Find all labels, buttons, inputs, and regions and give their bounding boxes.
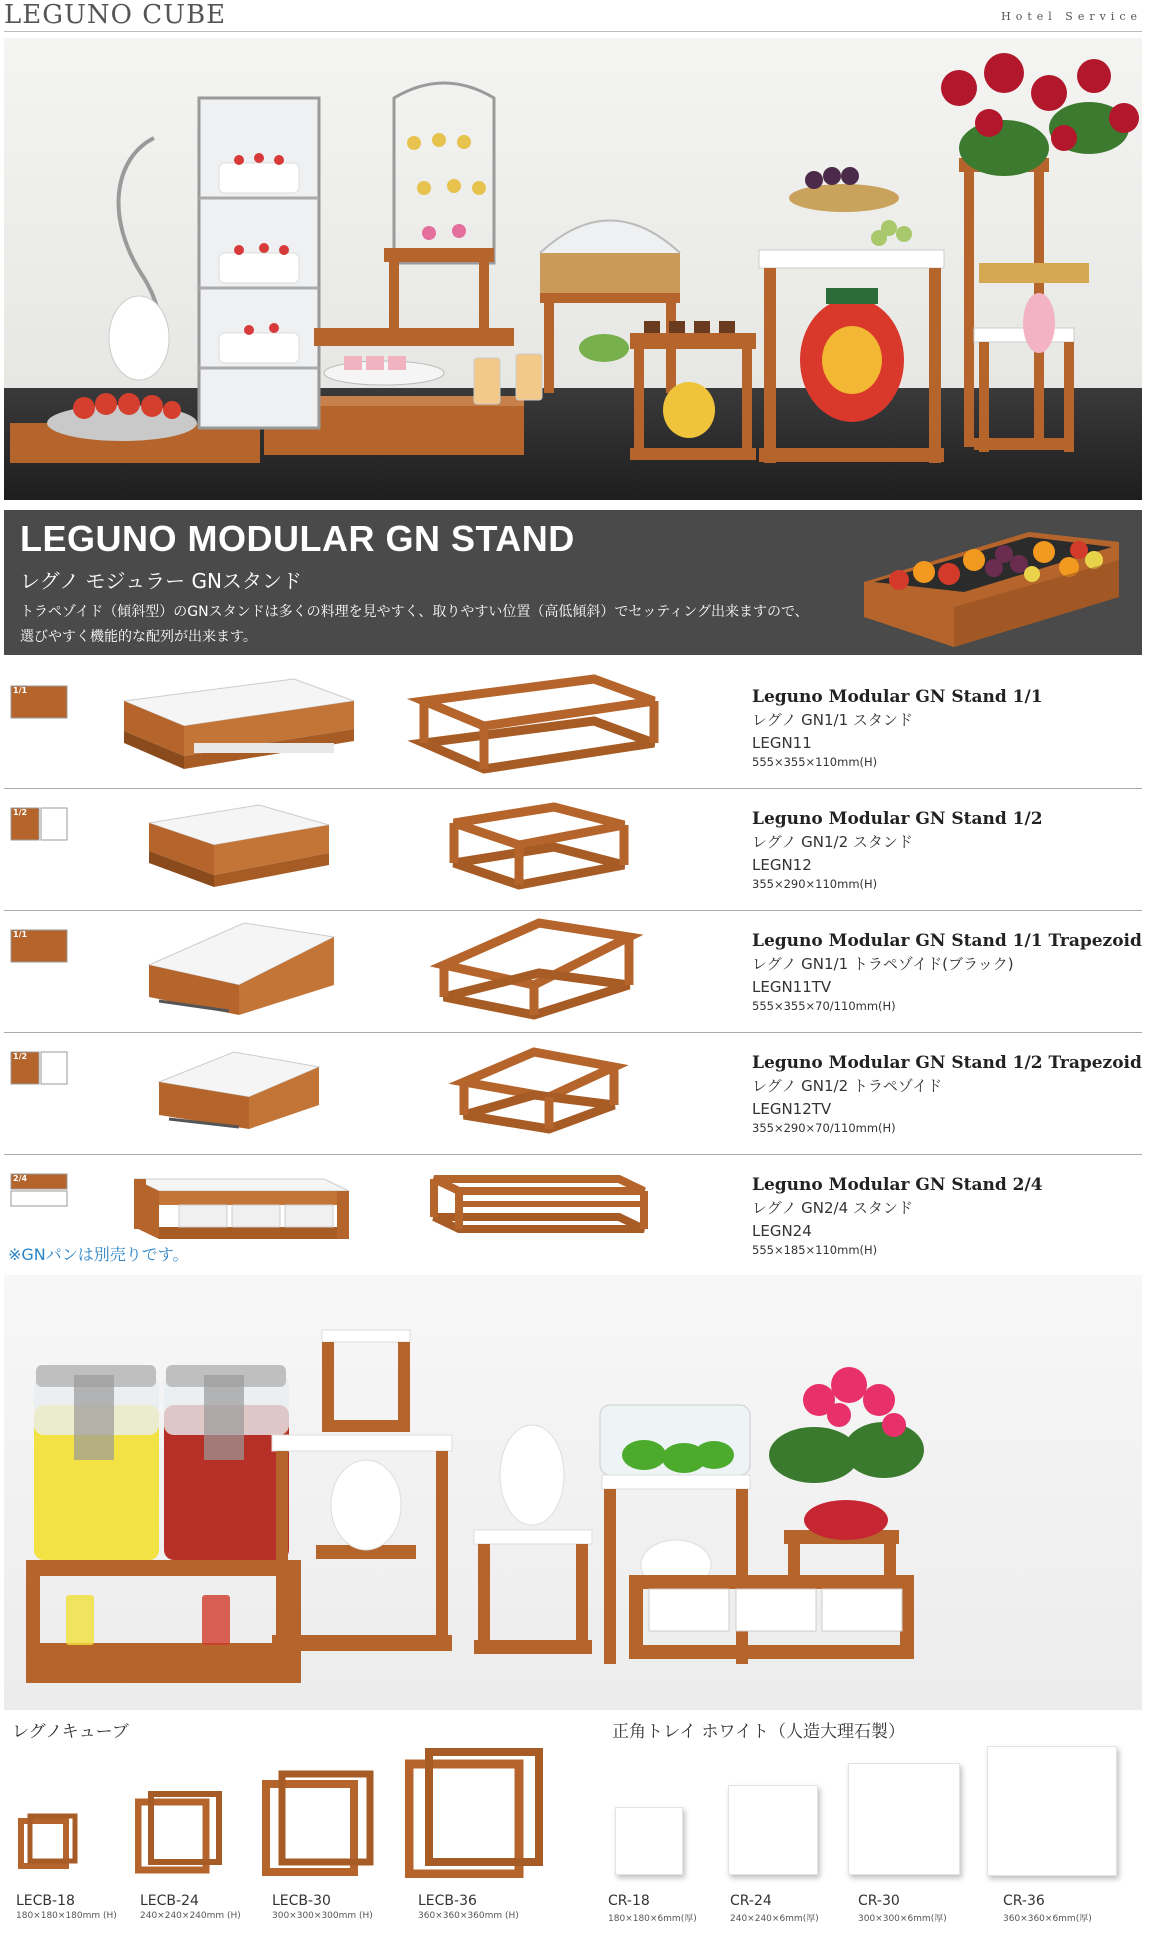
cube-lecb-18-image [18, 1813, 78, 1873]
gn-pan-sold-separately-note: ※GNパンは別売りです。 [8, 1245, 189, 1264]
tray-cr-36-image [987, 1746, 1117, 1876]
hero-photo [4, 38, 1142, 500]
product-name: Leguno Modular GN Stand 1/2 [752, 809, 1043, 829]
product-code: LEGN11TV [752, 978, 832, 996]
tray-size: 240×240×6mm(厚) [730, 1914, 819, 1924]
stand-frame-image [404, 793, 664, 903]
cube-size: 180×180×180mm (H) [16, 1911, 117, 1921]
brand-tagline: Hotel Service [1001, 10, 1142, 23]
banner-fruit-tray-image [854, 512, 1129, 652]
display-scene-photo [4, 1275, 1142, 1710]
tray-code: CR-36 [1003, 1893, 1045, 1909]
product-name-jp: レグノ GN1/1 スタンド [752, 711, 913, 729]
product-name: Leguno Modular GN Stand 2/4 [752, 1175, 1043, 1195]
cube-image [135, 1790, 225, 1875]
banner-title: LEGUNO MODULAR GN STAND [20, 518, 575, 559]
gn-size-badge: 1/2 [10, 807, 68, 845]
product-size: 355×290×70/110mm(H) [752, 1121, 896, 1135]
tray-code: CR-18 [608, 1893, 650, 1909]
product-row-legn12tv [4, 1033, 1142, 1155]
cube-size: 360×360×360mm (H) [418, 1911, 519, 1921]
banner-subtitle: レグノ モジュラー GNスタンド [20, 569, 302, 593]
product-name: Leguno Modular GN Stand 1/2 Trapezoid [752, 1053, 1142, 1073]
stand-frame-image [404, 1159, 664, 1269]
trays-section-title: 正角トレイ ホワイト（人造大理石製） [612, 1722, 906, 1742]
stand-frame-image [404, 915, 664, 1025]
gn-size-badge: 1/1 [10, 929, 68, 967]
product-size: 355×290×110mm(H) [752, 877, 878, 891]
stand-with-pan-image [104, 671, 364, 781]
product-name: Leguno Modular GN Stand 1/1 [752, 687, 1043, 707]
product-banner [4, 510, 1142, 655]
top-bar [4, 0, 1142, 32]
tray-size: 300×300×6mm(厚) [858, 1914, 947, 1924]
banner-description: トラペゾイド（傾斜型）のGNスタンドは多くの料理を見やすく、取りやすい位置（高低傾斜）でセッティング出来ますので、選びやすく機能的な配列が出来ます。 [20, 604, 809, 645]
product-name-jp: レグノ GN1/2 トラペゾイド [752, 1077, 943, 1095]
tray-cr-24-image [728, 1785, 818, 1875]
product-row-legn11tv [4, 911, 1142, 1033]
stand-with-pan-image [104, 1037, 364, 1147]
product-name-jp: レグノ GN1/2 スタンド [752, 833, 913, 851]
tray-cr-30-image [848, 1763, 960, 1875]
tray-code: CR-30 [858, 1893, 900, 1909]
product-info [752, 931, 1142, 1013]
brand-title: LEGUNO CUBE [4, 0, 227, 30]
tray-code: CR-24 [730, 1893, 772, 1909]
cube-size: 240×240×240mm (H) [140, 1911, 241, 1921]
product-size: 555×355×110mm(H) [752, 755, 878, 769]
stand-with-pan-image [104, 915, 364, 1025]
cube-code: LECB-24 [140, 1893, 199, 1909]
gn-size-badge: 2/4 [10, 1173, 68, 1211]
stand-frame-image [404, 1037, 664, 1147]
product-name-jp: レグノ GN2/4 スタンド [752, 1199, 913, 1217]
product-code: LEGN12TV [752, 1100, 832, 1118]
cube-code: LECB-36 [418, 1893, 477, 1909]
tray-size: 360×360×6mm(厚) [1003, 1914, 1092, 1924]
stand-with-pan-image [104, 793, 364, 903]
product-code: LEGN12 [752, 856, 812, 874]
product-size: 555×185×110mm(H) [752, 1243, 878, 1257]
product-info [752, 1175, 1043, 1257]
product-code: LEGN24 [752, 1222, 812, 1240]
product-row-legn12 [4, 789, 1142, 911]
product-info [752, 1053, 1142, 1135]
cube-code: LECB-30 [272, 1893, 331, 1909]
cube-image [262, 1770, 377, 1877]
product-name: Leguno Modular GN Stand 1/1 Trapezoid [752, 931, 1142, 951]
product-info [752, 809, 1043, 891]
stand-frame-image [404, 671, 664, 781]
tray-size: 180×180×6mm(厚) [608, 1914, 697, 1924]
cubes-section-title: レグノキューブ [12, 1722, 129, 1742]
product-code: LEGN11 [752, 734, 812, 752]
product-name-jp: レグノ GN1/1 トラペゾイド(ブラック) [752, 955, 1014, 973]
cube-code: LECB-18 [16, 1893, 75, 1909]
product-info [752, 687, 1043, 769]
tray-cr-18-image [615, 1807, 683, 1875]
gn-size-badge: 1/2 [10, 1051, 68, 1089]
cube-size: 300×300×300mm (H) [272, 1911, 373, 1921]
product-row-legn11 [4, 667, 1142, 789]
product-size: 555×355×70/110mm(H) [752, 999, 896, 1013]
cube-image [405, 1748, 545, 1878]
gn-size-badge: 1/1 [10, 685, 68, 723]
